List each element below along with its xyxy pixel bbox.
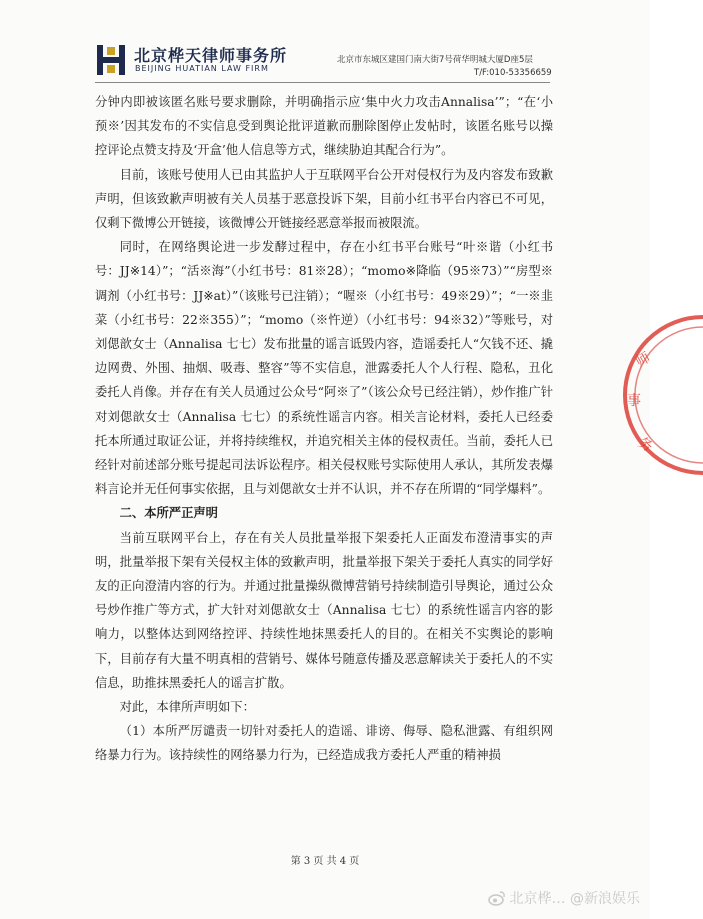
paragraph: （1）本所严厉谴责一切针对委托人的造谣、诽谤、侮辱、隐私泄露、有组织网络暴力行为。该持续性的网络暴力行为，已经造成我方委托人严重的精神损	[95, 724, 553, 763]
red-seal-stamp	[613, 305, 703, 485]
header-divider	[95, 82, 550, 83]
source-watermark	[488, 888, 640, 908]
svg-text:师: 师	[633, 349, 654, 371]
paragraph: 同时，在网络舆论进一步发酵过程中，存在小红书平台账号“叶※谐（小红书号：JJ※14）”；“活※海”（小红书号：81※28）；“momo※降临（95※73）”“房型※调剂（小红书号：JJ※at）”（该账号已注销）；“喔※（小红书号：49※29）”；“一※韭菜（小红书号：22※355）”；“momo（※忤逆）（小红书号：94※32）”等账号，对刘偲歆女士（Annalisa 七七）发布批量的谣言诋毁内容，造谣委托人“欠钱不还、撬边网费、外围、抽烟、吸毒、整容”等不实信息，泄露委托人个人行程、隐私，丑化委托人肖像。并存在有关人员通过公众号“阿※了”（该公众号已经注销），炒作推广针对刘偲歆女士（Annalisa 七七）的系统性谣言内容。相关言论材料，委托人已经委托本所通过取证公证，并将持续维权，并追究相关主体的侵权责任。当前，委托人已经针对前述部分账号提起司法诉讼程序。相关侵权账号实际使用人承认，其所发表爆料言论并无任何事实依据，且与刘偲歆女士并不认识，并不存在所谓的“同学爆料”。	[95, 240, 553, 497]
svg-text:务: 务	[635, 434, 656, 456]
watermark-text: 北京桦… @新浪娱乐	[509, 891, 640, 907]
firm-address: 北京市东城区建国门南大街7号荷华明城大厦D座5层	[337, 55, 533, 65]
svg-text:事: 事	[627, 393, 641, 409]
paragraph: 当前互联网平台上，存在有关人员批量举报下架委托人正面发布澄清事实的声明，批量举报下架有关侵权主体的致歉声明，批量举报下架关于委托人真实的同学好友的正向澄清内容的行为。并通过批量操纵微博营销号持续制造引导舆论，通过公众号炒作推广等方式，扩大针对刘偲歆女士（Annalisa 七七）的系统性谣言内容的影响力，以整体达到网络控评、持续性地抹黑委托人的目的。在相关不实舆论的影响下，目前存有大量不明真相的营销号、媒体号随意传播及恶意解读关于委托人的不实信息，助推抹黑委托人的谣言扩散。	[95, 530, 553, 690]
weibo-logo-icon	[488, 890, 506, 906]
section-heading: 二、本所严正声明	[119, 506, 218, 521]
paragraph: 目前，该账号使用人已由其监护人于互联网平台公开对侵权行为及内容发布致歉声明，但该致歉声明被有关人员基于恶意投诉下架，目前小红书平台内容已不可见，仅剩下微博公开链接，该微博公开链接经恶意举报而被限流。	[95, 167, 553, 231]
firm-logo-icon	[96, 44, 126, 76]
firm-name-en: BEIJING HUATIAN LAW FIRM	[135, 64, 269, 73]
firm-name-zh: 北京桦天律师事务所	[134, 46, 288, 65]
paragraph: 对此，本律所声明如下：	[119, 700, 255, 715]
paragraph-continued: 分钟内即被该匿名账号要求删除，并明确指示应‘集中火力攻击Annalisa’”；“在‘小预※’因其发布的不实信息受到舆论批评道歉而删除图停止发帖时，该匿名账号以操控评论点赞支持及‘开盒’他人信息等方式，继续胁迫其配合行为”。	[95, 95, 553, 158]
page-number: 第 3 页 共 4 页	[290, 856, 360, 867]
firm-phone: T/F:010-53356659	[474, 68, 552, 78]
letterhead	[0, 0, 650, 80]
document-body	[95, 90, 553, 768]
